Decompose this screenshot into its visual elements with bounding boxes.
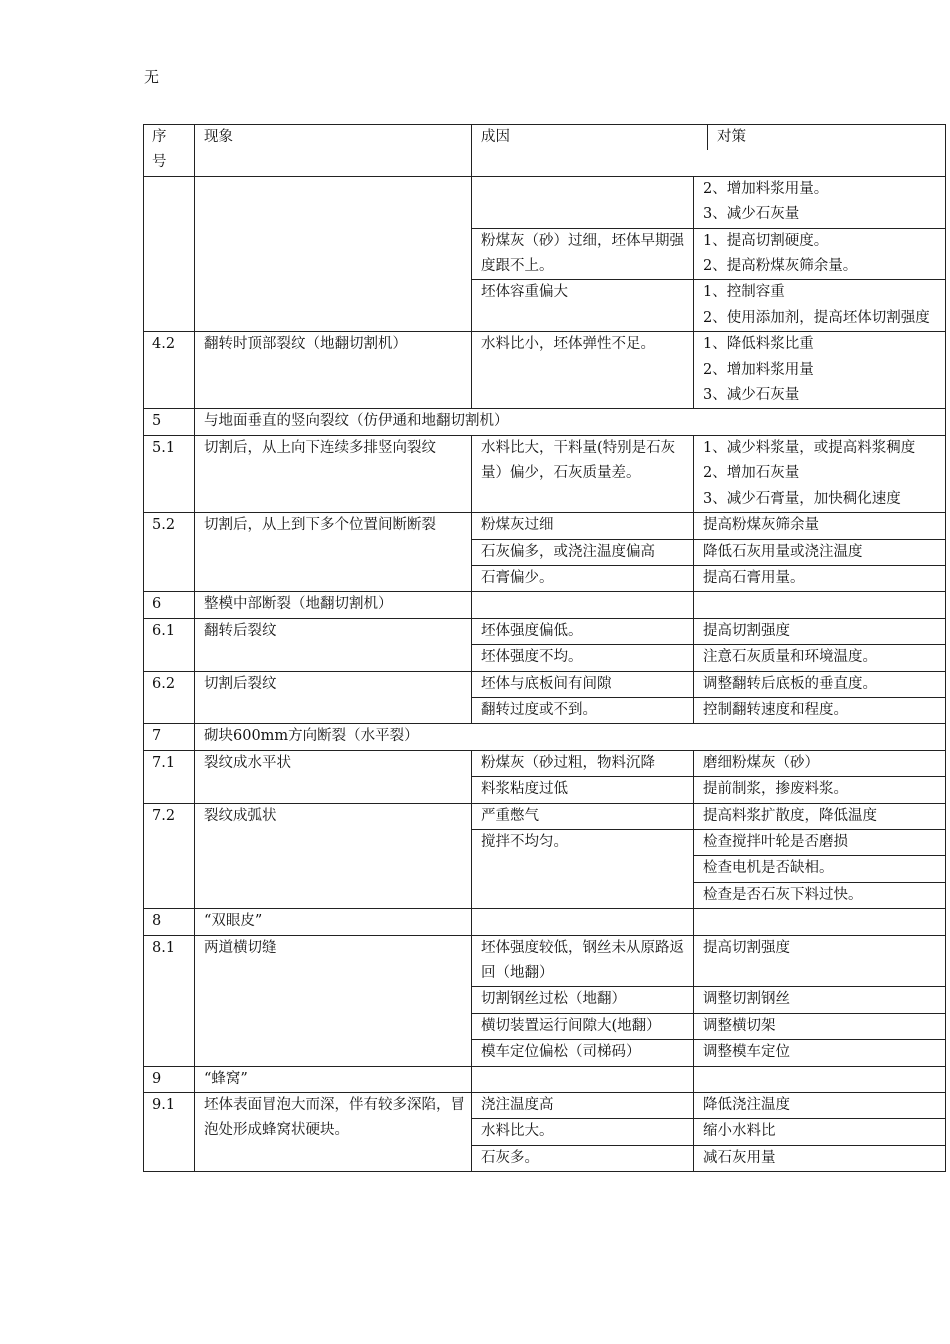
row-cause: 粉煤灰（砂过粗，物料沉降 — [472, 750, 694, 776]
row-measure — [694, 176, 946, 228]
row-cause: 翻转过度或不到。 — [472, 697, 694, 723]
row-cause: 石灰偏多，或浇注温度偏高 — [472, 539, 694, 565]
measure-line: 1、提高切割硬度。 — [703, 232, 829, 249]
row-phenomenon: 切割后，从上到下多个位置间断断裂 — [195, 513, 472, 592]
header-cause: 成因 — [472, 125, 708, 150]
row-cause: 石膏偏少。 — [472, 565, 694, 591]
measure-line: 2、增加料浆用量 — [703, 361, 814, 378]
row-measure — [694, 228, 946, 280]
table-row — [144, 803, 946, 829]
table-row — [144, 750, 946, 776]
row-no: 6.1 — [144, 618, 195, 671]
row-cause: 粉煤灰过细 — [472, 513, 694, 539]
row-measure: 注意石灰质量和环境温度。 — [694, 645, 946, 671]
row-no: 8.1 — [144, 935, 195, 1066]
row-cause: 水料比大。 — [472, 1119, 694, 1145]
row-no: 9.1 — [144, 1093, 195, 1172]
row-measure: 磨细粉煤灰（砂） — [694, 750, 946, 776]
row-measure — [694, 1066, 946, 1092]
section-row — [144, 1066, 946, 1092]
row-measure: 检查电机是否缺相。 — [694, 856, 946, 882]
table-row — [144, 513, 946, 539]
measure-line: 3、减少石灰量 — [703, 387, 800, 404]
section-title: “蜂窝” — [195, 1066, 472, 1092]
row-measure: 调整横切架 — [694, 1013, 946, 1039]
row-cause — [472, 592, 694, 618]
row-phenomenon: 两道横切缝 — [195, 935, 472, 1066]
row-cause: 模车定位偏松（司梯码） — [472, 1040, 694, 1066]
row-phenomenon: 切割后，从上向下连续多排竖向裂纹 — [195, 435, 472, 512]
row-cause: 严重憋气 — [472, 803, 694, 829]
row-measure: 调整翻转后底板的垂直度。 — [694, 671, 946, 697]
row-no: 7.2 — [144, 803, 195, 909]
measure-line: 1、降低料浆比重 — [703, 336, 814, 353]
row-cause: 切割钢丝过松（地翻） — [472, 987, 694, 1013]
page-label: 无 — [144, 68, 160, 86]
row-measure: 降低石灰用量或浇注温度 — [694, 539, 946, 565]
row-measure: 调整模车定位 — [694, 1040, 946, 1066]
section-row — [144, 909, 946, 935]
row-no: 6.2 — [144, 671, 195, 724]
row-measure: 提高切割强度 — [694, 935, 946, 987]
measure-line: 1、减少料浆量，或提高料浆稠度 — [703, 439, 916, 456]
row-phenomenon: 坯体表面冒泡大而深，伴有较多深陷，冒泡处形成蜂窝状硬块。 — [195, 1093, 472, 1172]
row-cause: 坯体强度偏低。 — [472, 618, 694, 644]
measure-line: 3、减少石膏量，加快稠化速度 — [703, 490, 901, 507]
row-measure: 提高石膏用量。 — [694, 565, 946, 591]
row-measure: 提高料浆扩散度，降低温度 — [694, 803, 946, 829]
row-cause: 水料比大，干料量(特别是石灰量）偏少，石灰质量差。 — [472, 435, 694, 512]
row-measure — [694, 592, 946, 618]
row-no: 7 — [144, 724, 195, 750]
row-cause: 粉煤灰（砂）过细，坯体早期强度跟不上。 — [472, 228, 694, 280]
row-cause: 搅拌不均匀。 — [472, 829, 694, 908]
row-measure: 提高粉煤灰筛余量 — [694, 513, 946, 539]
row-phenomenon: 翻转时顶部裂纹（地翻切割机） — [195, 332, 472, 409]
row-measure: 提高切割强度 — [694, 618, 946, 644]
table-row — [144, 618, 946, 644]
row-no: 8 — [144, 909, 195, 935]
section-row — [144, 724, 946, 750]
measure-line: 1、控制容重 — [703, 284, 785, 301]
row-measure: 降低浇注温度 — [694, 1093, 946, 1119]
row-no: 5.1 — [144, 435, 195, 512]
row-no: 6 — [144, 592, 195, 618]
row-phenomenon — [195, 176, 472, 331]
section-title: 砌块600mm方向断裂（水平裂） — [195, 724, 946, 750]
row-no: 7.1 — [144, 750, 195, 803]
header-no: 序 号 — [144, 125, 195, 177]
defect-table — [143, 124, 946, 1172]
row-cause: 坯体与底板间有间隙 — [472, 671, 694, 697]
row-no — [144, 176, 195, 331]
row-measure: 提前制浆，掺废料浆。 — [694, 777, 946, 803]
row-cause: 坯体强度较低，钢丝未从原路返回（地翻） — [472, 935, 694, 987]
measure-line: 2、增加石灰量 — [703, 465, 800, 482]
row-measure: 检查搅拌叶轮是否磨损 — [694, 829, 946, 855]
row-no: 9 — [144, 1066, 195, 1092]
row-measure: 控制翻转速度和程度。 — [694, 697, 946, 723]
row-measure — [694, 435, 946, 512]
table-row — [144, 935, 946, 987]
section-title: 整模中部断裂（地翻切割机） — [195, 592, 472, 618]
header-phenomenon: 现象 — [195, 125, 472, 177]
table-row — [144, 671, 946, 697]
row-phenomenon: 切割后裂纹 — [195, 671, 472, 724]
row-phenomenon: 翻转后裂纹 — [195, 618, 472, 671]
row-cause: 石灰多。 — [472, 1145, 694, 1171]
row-measure — [694, 332, 946, 409]
section-row — [144, 592, 946, 618]
row-cause — [472, 176, 694, 228]
table-row — [144, 435, 946, 512]
row-measure: 调整切割钢丝 — [694, 987, 946, 1013]
table-row — [144, 1093, 946, 1119]
table-header-row — [144, 125, 946, 177]
table-row — [144, 332, 946, 409]
row-cause: 坯体容重偏大 — [472, 280, 694, 332]
header-cause-measure — [472, 125, 946, 177]
row-cause: 浇注温度高 — [472, 1093, 694, 1119]
row-cause — [472, 909, 694, 935]
row-measure: 检查是否石灰下料过快。 — [694, 882, 946, 908]
row-measure — [694, 909, 946, 935]
row-cause: 水料比小，坯体弹性不足。 — [472, 332, 694, 409]
section-row — [144, 409, 946, 435]
row-cause: 横切装置运行间隙大(地翻） — [472, 1013, 694, 1039]
measure-line: 3、减少石灰量 — [703, 206, 800, 223]
section-title: “双眼皮” — [195, 909, 472, 935]
row-cause: 料浆粘度过低 — [472, 777, 694, 803]
row-measure — [694, 280, 946, 332]
row-no: 4.2 — [144, 332, 195, 409]
header-measure: 对策 — [717, 129, 746, 145]
row-cause: 坯体强度不均。 — [472, 645, 694, 671]
measure-line: 2、使用添加剂，提高坯体切割强度 — [703, 309, 930, 326]
row-no: 5.2 — [144, 513, 195, 592]
row-measure: 减石灰用量 — [694, 1145, 946, 1171]
row-phenomenon: 裂纹成水平状 — [195, 750, 472, 803]
row-phenomenon: 裂纹成弧状 — [195, 803, 472, 909]
table-row — [144, 176, 946, 228]
row-cause — [472, 1066, 694, 1092]
section-title: 与地面垂直的竖向裂纹（仿伊通和地翻切割机） — [195, 409, 946, 435]
row-no: 5 — [144, 409, 195, 435]
measure-line: 2、提高粉煤灰筛余量。 — [703, 258, 858, 275]
measure-line: 2、增加料浆用量。 — [703, 180, 829, 197]
row-measure: 缩小水料比 — [694, 1119, 946, 1145]
